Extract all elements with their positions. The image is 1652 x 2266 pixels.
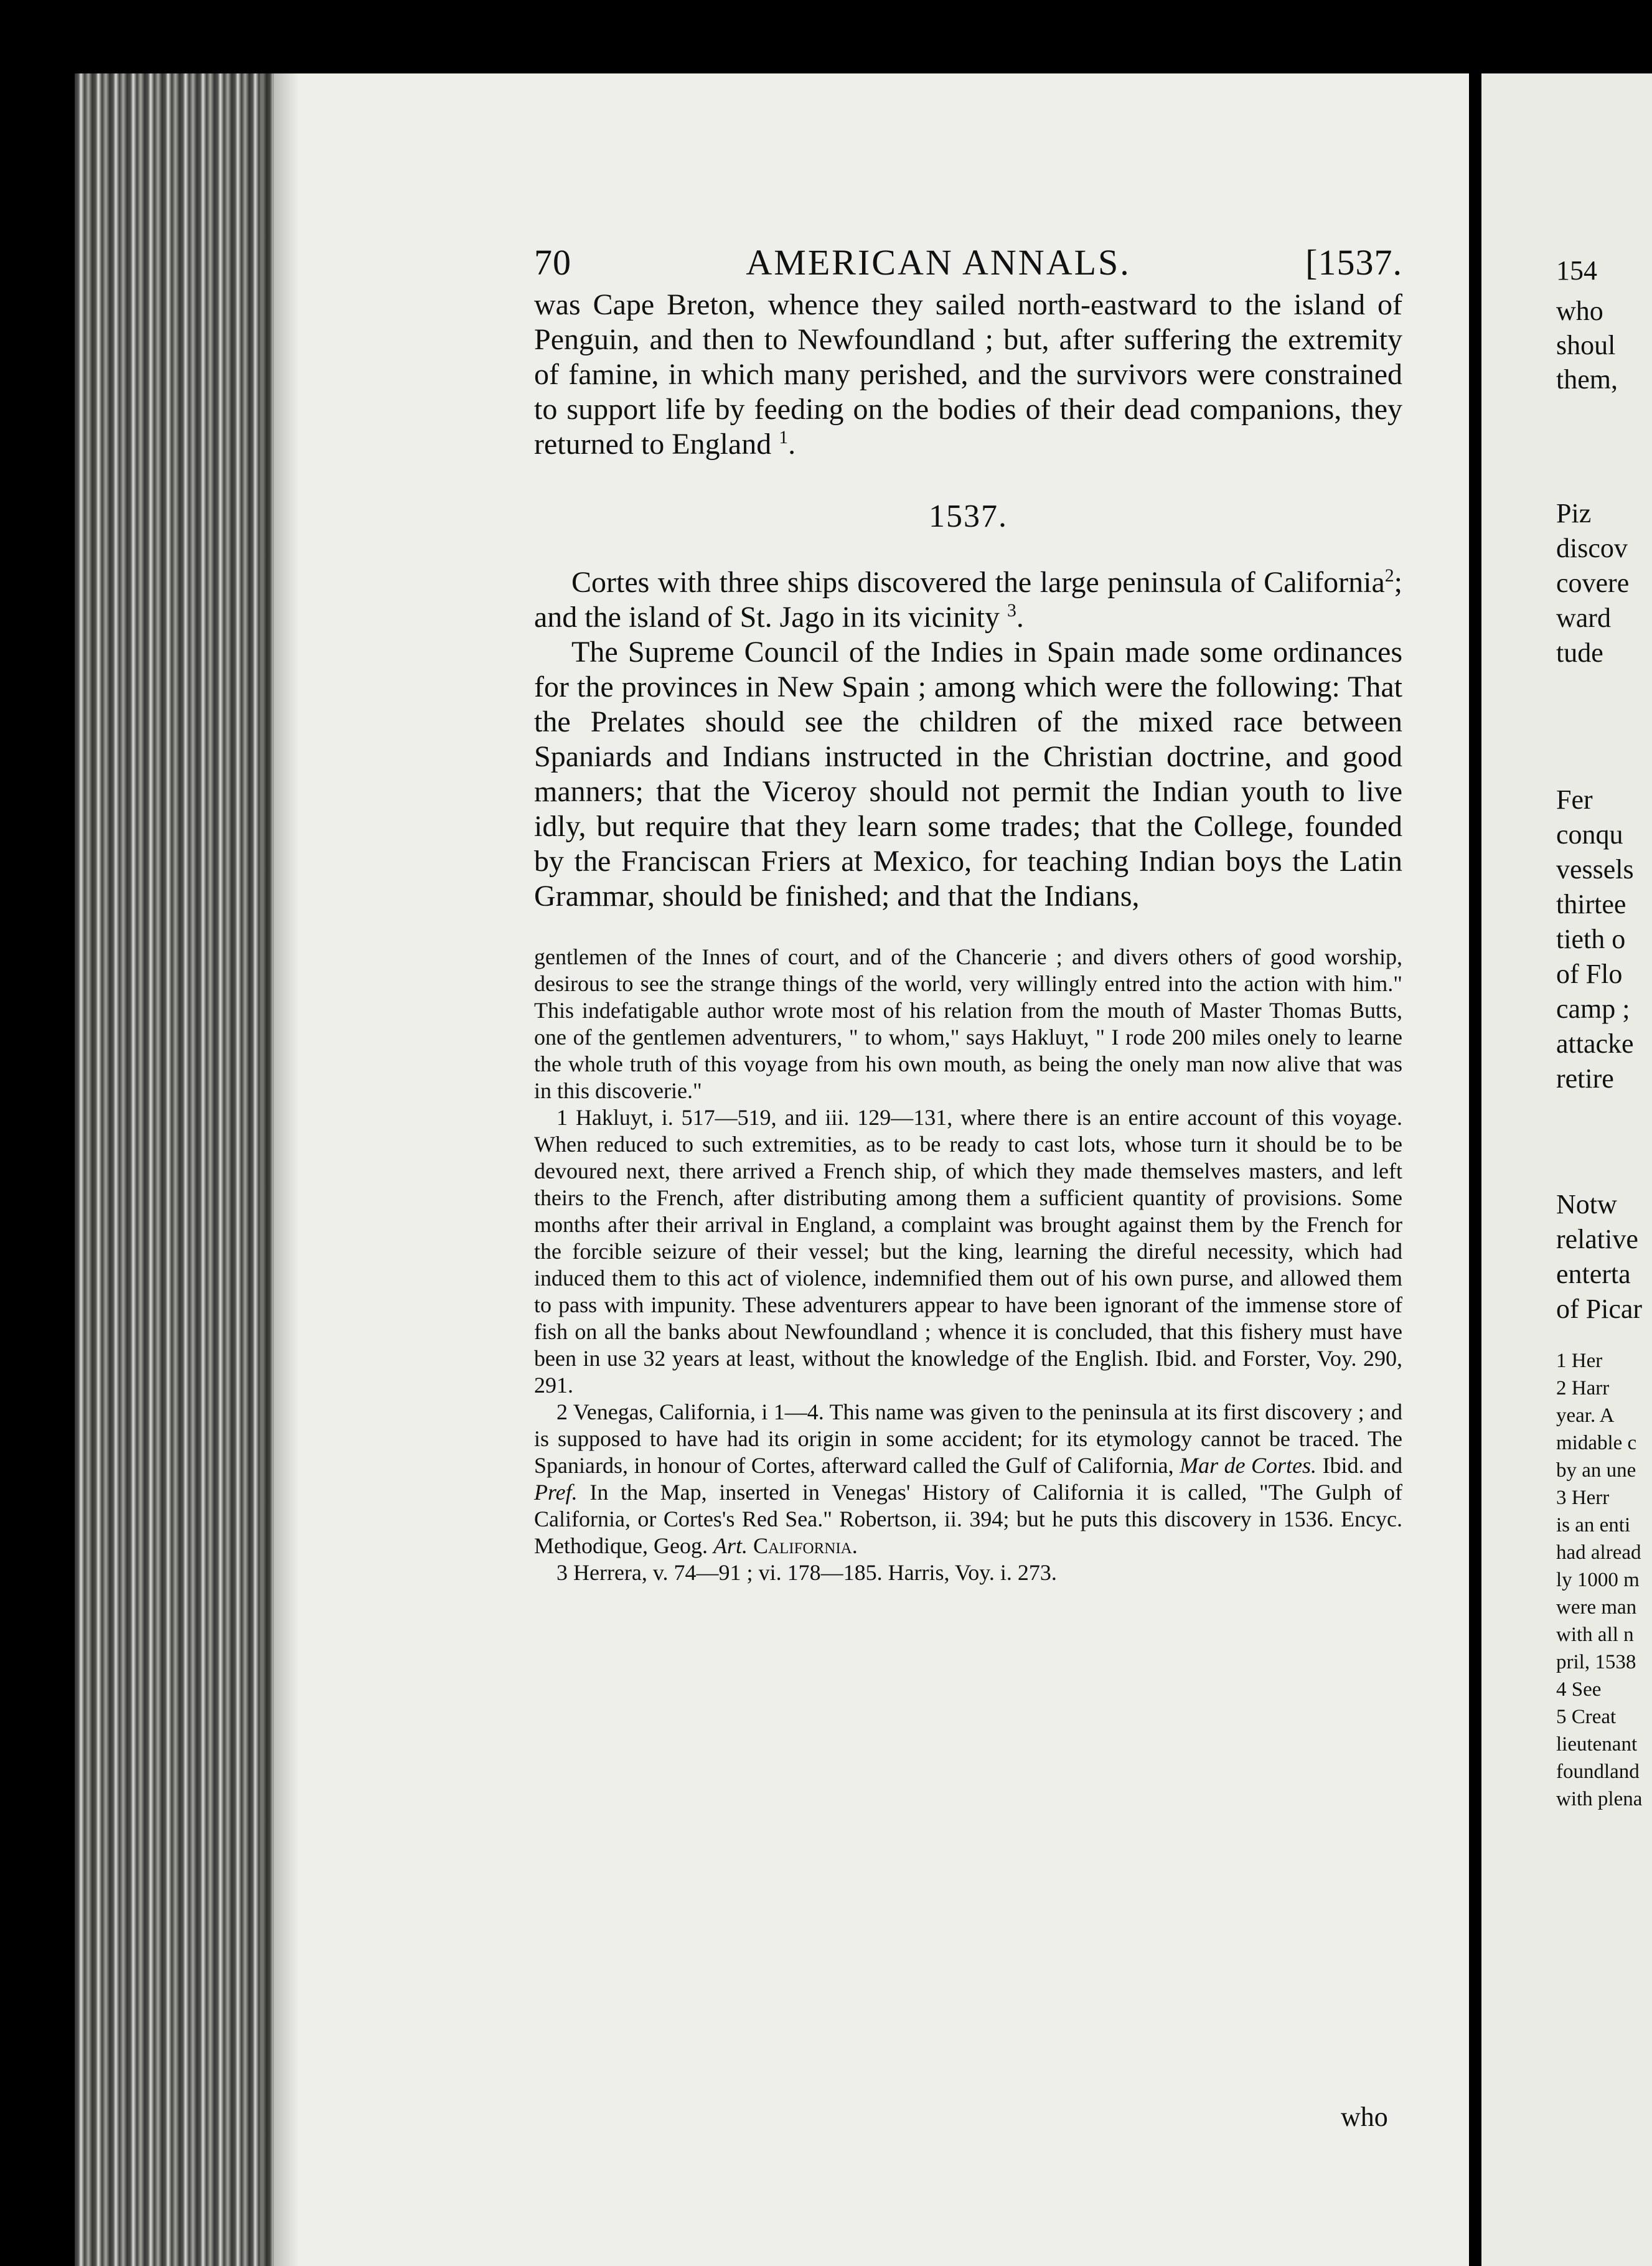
page-edge-shadow: [75, 73, 274, 2266]
footnotes: [534, 944, 1402, 1586]
facing-line: were man: [1556, 1596, 1637, 1619]
paragraph-cortes: Cortes with three ships discovered the large peninsula of California$^2$; and the island of St. Jago in its vicinity $^3$.: [534, 565, 1402, 634]
facing-line: Piz: [1556, 498, 1592, 529]
footnote-ref: 3: [1007, 600, 1016, 621]
facing-line: discov: [1556, 533, 1628, 563]
facing-line: tude: [1556, 637, 1603, 668]
facing-line: camp ;: [1556, 994, 1630, 1024]
year-heading: 1537.: [929, 499, 1008, 534]
footnote-continuation: gentlemen of the Innes of court, and of the Chancerie ; and divers others of good worship, desirous to see the strange things of the world, very willingly entred into the action with him." This indefatigable author wrote most of his relation from the mouth of Master Thomas Butts, one of the gentlemen adventurers, " to whom," says Hakluyt, " I rode 200 miles onely to learne the whole truth of this voyage from his own mouth, as being the onely man now alive that was in this discoverie.": [534, 944, 1402, 1103]
footnote-1: 1 Hakluyt, i. 517—519, and iii. 129—131, where there is an entire account of this voyage. When reduced to such extremities, as to be ready to cast lots, whose turn it should be to be devoured next, there arrived a French ship, of which they made themselves masters, and left theirs to the French, after distributing among them a sufficient quantity of provisions. Some months after their arrival in England, a complaint was brought against them by the French for the forcible seizure of their vessel; but the king, learning the direful necessity, which had induced them to this act of violence, indemnified them out of his own purse, and allowed them to pass with impunity. These adventurers appear to have been ignorant of the immense store of fish on all the banks about Newfoundland ; whence it is concluded, that this fishery must have been in use 32 years at least, without the knowledge of the English. Ibid. and Forster, Voy. 290, 291.: [534, 1105, 1402, 1398]
main-text: [534, 288, 1402, 914]
facing-line: with all n: [1556, 1624, 1634, 1646]
facing-line: year. A: [1556, 1404, 1615, 1427]
facing-line: them,: [1556, 364, 1618, 395]
facing-line: shoul: [1556, 330, 1616, 360]
facing-line: who: [1556, 296, 1603, 326]
facing-line: foundland: [1556, 1761, 1640, 1783]
facing-line: 3 Herr: [1556, 1487, 1610, 1509]
facing-line: 2 Harr: [1556, 1377, 1610, 1399]
running-head: [534, 242, 1402, 288]
facing-line: tieth o: [1556, 924, 1626, 954]
facing-line: of Flo: [1556, 959, 1623, 989]
footnote-ref: 2: [1384, 565, 1394, 586]
footnote-3: 3 Herrera, v. 74—91 ; vi. 178—185. Harris, Voy. i. 273.: [556, 1560, 1057, 1585]
facing-line: Fer: [1556, 784, 1593, 815]
facing-line: vessels: [1556, 854, 1634, 885]
continuation-paragraph: was Cape Breton, whence they sailed north-eastward to the island of Penguin, and then to Newfoundland ; but, after suffering the extremity of famine, in which many perished, and the survivors were constrained to support life by feeding on the bodies of their dead companions, they returned to England $^1$.: [534, 288, 1402, 461]
facing-line: 4 See: [1556, 1678, 1602, 1701]
text-column: [534, 242, 1402, 1586]
facing-line: ly 1000 m: [1556, 1569, 1640, 1591]
facing-line: by an une: [1556, 1459, 1636, 1482]
facing-line: with plena: [1556, 1788, 1643, 1810]
facing-line: had alread: [1556, 1541, 1641, 1564]
facing-line: 1 Her: [1556, 1350, 1603, 1372]
facing-line: 5 Creat: [1556, 1706, 1617, 1728]
footnote-ref: 1: [779, 427, 789, 448]
book-gutter: [1469, 0, 1481, 2266]
facing-line: attacke: [1556, 1028, 1634, 1059]
facing-line: enterta: [1556, 1259, 1631, 1289]
facing-line: is an enti: [1556, 1514, 1631, 1536]
facing-line: of Picar: [1556, 1294, 1643, 1324]
catchword: who: [1341, 2102, 1388, 2132]
paragraph-council: The Supreme Council of the Indies in Spain made some ordinances for the provinces in New Spain ; among which were the following: That the Prelates should see the children of the mixed race between Spaniards and Indians instructed in the Christian doctrine, and good manners; that the Viceroy should not permit the Indian youth to live idly, but require that they learn some trades; that the College, founded by the Franciscan Friers at Mexico, for teaching Indian boys the Latin Grammar, should be finished; and that the Indians,: [534, 636, 1402, 913]
facing-line: Notw: [1556, 1189, 1617, 1220]
facing-line: relative: [1556, 1224, 1638, 1254]
page-number: 70: [534, 242, 571, 283]
facing-line: retire: [1556, 1063, 1614, 1094]
facing-line: covere: [1556, 568, 1630, 598]
facing-line: midable c: [1556, 1432, 1637, 1454]
running-title: AMERICAN ANNALS.: [746, 242, 1131, 283]
facing-line: pril, 1538: [1556, 1651, 1636, 1673]
facing-line: conqu: [1556, 819, 1623, 850]
facing-line: lieutenant: [1556, 1733, 1638, 1756]
facing-line: ward: [1556, 603, 1611, 633]
facing-line: 154: [1556, 255, 1597, 286]
footnote-2: 2 Venegas, California, i 1—4. This name was given to the peninsula at its first discovery ; and is supposed to have had its origin in some accident; for its etymology cannot be traced. The Spaniards, in honour of Cortes, afterward called the Gulf of California, Mar de Cortes. Ibid. and Pref. In the Map, inserted in Venegas' History of California it is called, "The Gulph of California, or Cortes's Red Sea." Robertson, ii. 394; but he puts this discovery in 1536. Encyc. Methodique, Geog. Art. California.: [534, 1399, 1403, 1558]
facing-line: thirtee: [1556, 889, 1626, 919]
running-year: [1537.: [1305, 242, 1402, 283]
facing-page-fragment: [1481, 73, 1652, 2266]
